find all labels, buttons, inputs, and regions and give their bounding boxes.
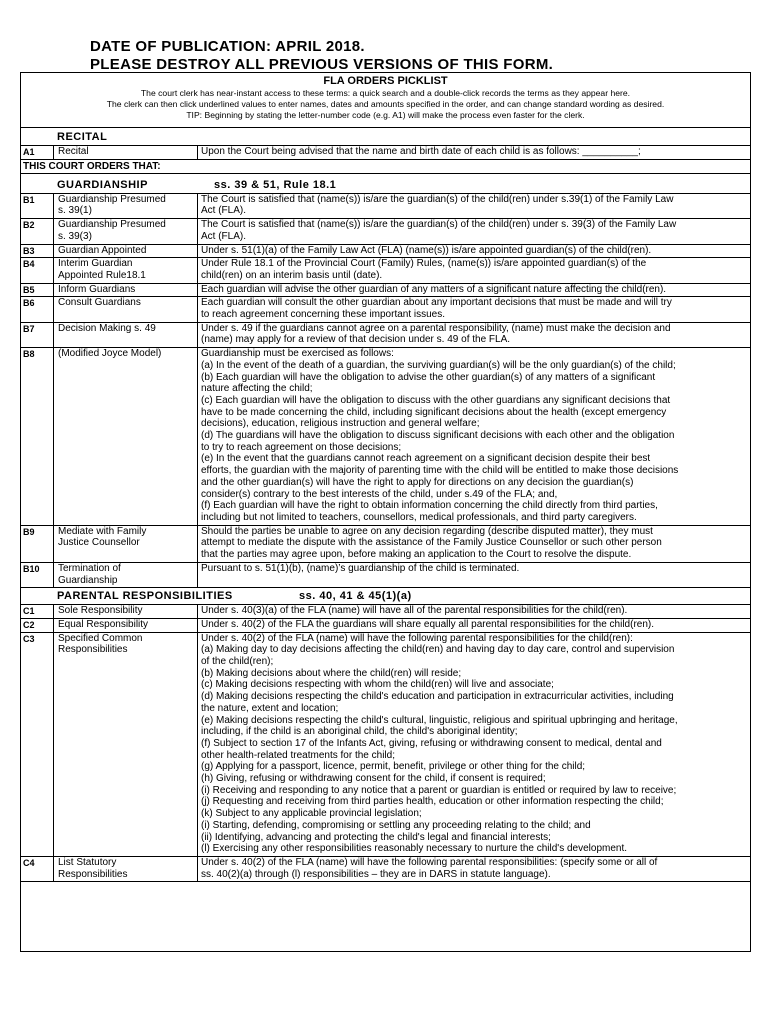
description-line: Act (FLA).	[201, 205, 247, 217]
description-line: Should the parties be unable to agree on any decision regarding (describe disputed matter), they must	[201, 525, 653, 537]
row-title-line: Guardian Appointed	[58, 244, 147, 256]
picklist-row[interactable]	[21, 296, 750, 321]
picklist-row[interactable]	[21, 347, 750, 525]
description-line: Under Rule 18.1 of the Provincial Court (Family) Rules, (name(s)) is/are appointed guardian(s) of the	[201, 258, 647, 270]
row-description	[198, 632, 750, 856]
row-code: B4	[21, 257, 54, 282]
section-recital	[21, 127, 750, 145]
row-title-line: Recital	[58, 146, 89, 157]
description-line: Pursuant to s. 51(1)(b), (name)’s guardianship of the child is terminated.	[201, 562, 520, 574]
row-title-line: (Modified Joyce Model)	[58, 348, 162, 360]
row-code: B5	[21, 283, 54, 297]
description-line: (h) Giving, refusing or withdrawing consent for the child, if consent is required;	[201, 773, 546, 785]
description-line: of the child(ren);	[201, 656, 274, 668]
description-line: (l) Exercising any other responsibilities reasonably necessary to nurture the child's development.	[201, 843, 628, 855]
row-code: B9	[21, 525, 54, 562]
row-title	[54, 283, 198, 297]
orders-picklist-form	[20, 72, 751, 952]
description-line: Under s. 40(2) of the FLA the guardians will share equally all parental responsibilities for the child(ren).	[201, 618, 655, 630]
row-title	[54, 244, 198, 258]
row-title-line: Interim Guardian	[58, 258, 133, 270]
row-title-line: Termination of	[58, 562, 121, 574]
description-line: including, if the child is an aboriginal child, the child's aboriginal identity;	[201, 726, 518, 738]
description-line: (j) Requesting and receiving from third parties health, education or other information respecting the child;	[201, 796, 664, 808]
description-line: other health-related treatments for the child;	[201, 749, 395, 761]
row-code: B8	[21, 347, 54, 525]
picklist-row[interactable]	[21, 283, 750, 297]
guardianship-rows	[21, 193, 750, 588]
description-line: to try to reach agreement on those decisions;	[201, 441, 402, 453]
row-description	[198, 347, 750, 525]
row-description	[198, 604, 750, 618]
description-line: ss. 40(2)(a) through (l) responsibilities – they are in DARS in statute language).	[201, 868, 551, 880]
row-title-line: s. 39(1)	[58, 205, 92, 217]
row-title-line: Responsibilities	[58, 868, 128, 880]
parental-rows	[21, 604, 750, 881]
publication-notice	[90, 38, 750, 74]
row-title	[54, 618, 198, 632]
picklist-row[interactable]	[21, 604, 750, 618]
publication-date: DATE OF PUBLICATION: APRIL 2018.	[90, 38, 365, 55]
picklist-row[interactable]	[21, 145, 750, 159]
form-header	[21, 73, 750, 127]
description-line: that the parties may agree upon, before making an application to the Court to resolve the dispute.	[201, 549, 632, 561]
row-description	[198, 257, 750, 282]
row-code: B1	[21, 193, 54, 218]
row-title	[54, 632, 198, 856]
row-description	[198, 562, 750, 587]
row-title-line: Decision Making s. 49	[58, 322, 156, 334]
row-title	[54, 525, 198, 562]
description-line: consider(s) contrary to the best interests of the child, under s.49 of the FLA; and,	[201, 488, 558, 500]
description-line: Under s. 40(3)(a) of the FLA (name) will have all of the parental responsibilities for the child(ren).	[201, 605, 628, 617]
description-line: (f) Subject to section 17 of the Infants Act, giving, refusing or withdrawing consent to medical, dental and	[201, 737, 662, 749]
row-title-line: Consult Guardians	[58, 297, 141, 309]
row-title-line: Equal Responsibility	[58, 618, 149, 630]
description-line: (e) Making decisions respecting the child's cultural, linguistic, religious and spiritual upbringing and heritage,	[201, 714, 678, 726]
orders-heading: THIS COURT ORDERS THAT:	[21, 159, 750, 173]
section-heading: PARENTAL RESPONSIBILITIES	[57, 590, 233, 603]
row-description	[198, 618, 750, 632]
description-line: The Court is satisfied that (name(s)) is/are the guardian(s) of the child(ren) under s.39(1) of the Family Law	[201, 193, 674, 205]
picklist-row[interactable]	[21, 562, 750, 587]
description-line: efforts, the guardian with the majority of parenting time with the child will be entitled to make those decisions	[201, 465, 679, 477]
row-title	[54, 257, 198, 282]
row-description	[198, 296, 750, 321]
row-title	[54, 347, 198, 525]
description-line: (g) Applying for a passport, licence, permit, benefit, privilege or other thing for the child;	[201, 761, 586, 773]
row-title	[54, 218, 198, 243]
description-line: Guardianship must be exercised as follows:	[201, 348, 394, 360]
row-description	[198, 856, 750, 881]
header-instruction-2: The clerk can then click underlined values to enter names, dates and amounts specified in the order, and can change standard wording as desired.	[106, 99, 665, 109]
picklist-row[interactable]	[21, 193, 750, 218]
section-heading: RECITAL	[57, 131, 108, 143]
row-description	[198, 218, 750, 243]
row-title	[54, 322, 198, 347]
header-tip: TIP: Beginning by stating the letter-number code (e.g. A1) will make the process even faster for the clerk.	[186, 110, 585, 120]
row-title-line: Inform Guardians	[58, 283, 136, 295]
row-title-line: Guardianship Presumed	[58, 193, 166, 205]
description-line: The Court is satisfied that (name(s)) is/are the guardian(s) of the child(ren) under s. 39(3) of the Family Law	[201, 219, 677, 231]
description-line: Under s. 40(2) of the FLA (name) will have the following parental responsibilities for the child(ren):	[201, 632, 633, 644]
row-code: B6	[21, 296, 54, 321]
description-line: (a) In the event of the death of a guardian, the surviving guardian(s) will be the only guardian(s) of the child;	[201, 359, 676, 371]
picklist-row[interactable]	[21, 856, 750, 881]
description-line: have to be made concerning the child, including significant decisions about the health (except emergency	[201, 406, 667, 418]
description-line: Under s. 40(2) of the FLA (name) will have the following parental responsibilities: (specify some or all of	[201, 856, 658, 868]
description-line: nature affecting the child;	[201, 383, 313, 395]
section-parental-responsibilities	[21, 587, 750, 604]
row-code: B7	[21, 322, 54, 347]
description-line: (ii) Identifying, advancing and protecting the child's legal and financial interests;	[201, 831, 551, 843]
row-title-line: Mediate with Family	[58, 525, 147, 537]
description-line: Under s. 49 if the guardians cannot agree on a parental responsibility, (name) must make the decision and	[201, 322, 671, 334]
row-code: B3	[21, 244, 54, 258]
picklist-row[interactable]	[21, 218, 750, 243]
form-title: FLA ORDERS PICKLIST	[323, 75, 448, 87]
description-line: Under s. 51(1)(a) of the Family Law Act (FLA) (name(s)) is/are appointed guardian(s) of the child(ren).	[201, 244, 652, 256]
description-line: (b) Making decisions about where the child(ren) will reside;	[201, 667, 462, 679]
row-code: C2	[21, 618, 54, 632]
description-line: (name) may apply for a review of that decision under s. 49 of the FLA.	[201, 334, 511, 346]
picklist-row[interactable]	[21, 632, 750, 856]
description-line: and the other guardian(s) will have the right to apply for directions on any decision the guardian(s)	[201, 476, 634, 488]
row-title	[54, 296, 198, 321]
description-line: (a) Making day to day decisions affecting the child(ren) and having day to day care, control and supervision	[201, 644, 675, 656]
row-code: C1	[21, 604, 54, 618]
recital-rows	[21, 145, 750, 159]
row-description	[198, 322, 750, 347]
section-heading: GUARDIANSHIP	[57, 178, 148, 191]
row-title	[54, 562, 198, 587]
row-title-line: List Statutory	[58, 856, 117, 868]
description-line: including but not limited to teachers, counsellors, medical professionals, and third party caregivers.	[201, 511, 637, 523]
description-line: (b) Each guardian will have the obligation to advise the other guardian(s) of any matters of a significant	[201, 371, 656, 383]
row-title	[54, 856, 198, 881]
picklist-row[interactable]	[21, 257, 750, 282]
description-line: Act (FLA).	[201, 230, 247, 242]
row-description	[198, 283, 750, 297]
picklist-row[interactable]	[21, 244, 750, 258]
row-code: C3	[21, 632, 54, 856]
section-references: ss. 40, 41 & 45(1)(a)	[299, 590, 412, 603]
description-line: (d) The guardians will have the obligation to discuss significant decisions with each other and the obligation	[201, 430, 675, 442]
row-code: B2	[21, 218, 54, 243]
row-title-line: Sole Responsibility	[58, 605, 143, 617]
description-line: (i) Receiving and responding to any notice that a parent or guardian is entitled or required by law to receive;	[201, 784, 677, 796]
row-code: A1	[21, 145, 54, 159]
description-line: decisions), education, religious instruction and general welfare;	[201, 418, 480, 430]
row-title-line: Guardianship Presumed	[58, 219, 166, 231]
form-bottom-rule	[21, 881, 750, 885]
row-code: C4	[21, 856, 54, 881]
description-line: (i) Starting, defending, compromising or settling any proceeding relating to the child; and	[201, 819, 591, 831]
picklist-row[interactable]	[21, 322, 750, 347]
description-line: (c) Making decisions respecting with whom the child(ren) will live and associate;	[201, 679, 554, 691]
section-guardianship	[21, 173, 750, 193]
description-line: Each guardian will advise the other guardian of any matters of a significant nature affecting the child(ren).	[201, 283, 667, 295]
row-code: B10	[21, 562, 54, 587]
section-references: ss. 39 & 51, Rule 18.1	[214, 178, 337, 191]
row-title-line: Justice Counsellor	[58, 537, 140, 549]
description-line: attempt to mediate the dispute with the assistance of the Family Justice Counsellor or such other person	[201, 537, 662, 549]
description-line: (d) Making decisions respecting the child's education and participation in extracurricular activities, including	[201, 691, 674, 703]
description-line: (f) Each guardian will have the right to obtain information concerning the child directly from third parties,	[201, 500, 658, 512]
description-line: to reach agreement concerning these important issues.	[201, 309, 446, 321]
row-title	[54, 193, 198, 218]
description-line: (c) Each guardian will have the obligation to discuss with the other guardians any significant decisions that	[201, 394, 671, 406]
row-title	[54, 145, 198, 159]
description-line: (k) Subject to any applicable provincial legislation;	[201, 808, 422, 820]
picklist-row[interactable]	[21, 525, 750, 562]
description-line: child(ren) on an interim basis until (date).	[201, 269, 383, 281]
description-line: (e) In the event that the guardians cannot reach agreement on a significant decision despite their best	[201, 453, 651, 465]
row-title-line: Appointed Rule18.1	[58, 269, 146, 281]
description-line: Upon the Court being advised that the name and birth date of each child is as follows: __________;	[201, 146, 641, 157]
description-line: Each guardian will consult the other guardian about any important decisions that must be made and will try	[201, 297, 672, 309]
row-title-line: Guardianship	[58, 574, 118, 586]
row-description	[198, 193, 750, 218]
picklist-row[interactable]	[21, 618, 750, 632]
row-title-line: s. 39(3)	[58, 230, 92, 242]
row-description	[198, 525, 750, 562]
row-title-line: Responsibilities	[58, 644, 128, 656]
header-instruction-1: The court clerk has near-instant access to these terms: a quick search and a double-click records the terms as they appear here.	[140, 88, 631, 98]
row-title	[54, 604, 198, 618]
destroy-notice: PLEASE DESTROY ALL PREVIOUS VERSIONS OF THIS FORM.	[90, 56, 554, 73]
row-title-line: Specified Common	[58, 632, 143, 644]
row-description	[198, 244, 750, 258]
row-description	[198, 145, 750, 159]
description-line: the nature, extent and location;	[201, 702, 339, 714]
